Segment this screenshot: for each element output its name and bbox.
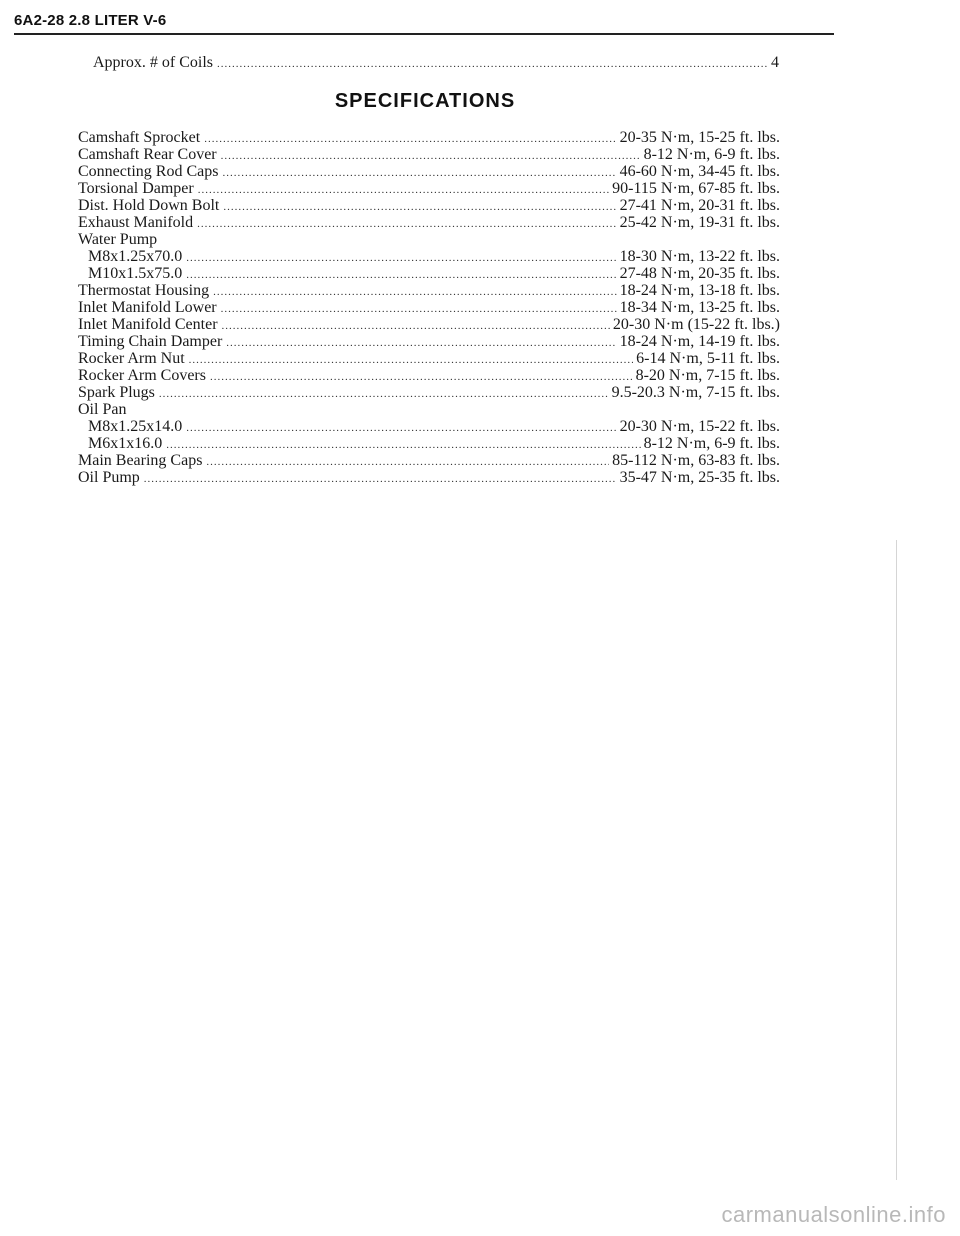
spec-row-water-pump-m10 [78, 265, 780, 282]
spec-value: 8-20 N·m, 7-15 ft. lbs. [635, 367, 780, 384]
spec-row-connecting-rod-caps [78, 163, 780, 180]
spec-label: Camshaft Rear Cover [78, 146, 217, 163]
spec-value: 85-112 N·m, 63-83 ft. lbs. [612, 452, 780, 469]
spec-label: M10x1.5x75.0 [88, 265, 183, 282]
specifications-list [78, 129, 780, 486]
spec-label: Oil Pump [78, 469, 140, 486]
spec-row-camshaft-rear-cover [78, 146, 780, 163]
spec-group-label: Water Pump [78, 231, 158, 248]
section-code: 6A2-28 2.8 LITER V-6 [14, 12, 167, 29]
spec-label: Rocker Arm Nut [78, 350, 185, 367]
spec-row-main-bearing-caps [78, 452, 780, 469]
spec-value: 8-12 N·m, 6-9 ft. lbs. [643, 435, 780, 452]
spec-label: Spark Plugs [78, 384, 155, 401]
coils-row [93, 54, 779, 73]
spec-row-spark-plugs [78, 384, 780, 401]
spec-row-exhaust-manifold [78, 214, 780, 231]
spec-label: Rocker Arm Covers [78, 367, 206, 384]
spec-label: M8x1.25x70.0 [88, 248, 183, 265]
spec-label: Camshaft Sprocket [78, 129, 201, 146]
spec-value: 8-12 N·m, 6-9 ft. lbs. [643, 146, 780, 163]
specifications-title: SPECIFICATIONS [334, 90, 516, 112]
coils-label: Approx. # of Coils [93, 54, 213, 71]
spec-label: Timing Chain Damper [78, 333, 223, 350]
spec-value: 6-14 N·m, 5-11 ft. lbs. [636, 350, 780, 367]
spec-label: Inlet Manifold Lower [78, 299, 217, 316]
spec-value: 46-60 N·m, 34-45 ft. lbs. [619, 163, 780, 180]
spec-row-water-pump-m8 [78, 248, 780, 265]
spec-group-water-pump [78, 231, 780, 248]
spec-label: Thermostat Housing [78, 282, 210, 299]
spec-row-inlet-manifold-center [78, 316, 780, 333]
spec-value: 18-24 N·m, 13-18 ft. lbs. [619, 282, 780, 299]
header-rule [14, 33, 834, 35]
spec-label: Torsional Damper [78, 180, 194, 197]
spec-row-thermostat-housing [78, 282, 780, 299]
dot-leader [217, 55, 768, 73]
spec-value: 27-48 N·m, 20-35 ft. lbs. [619, 265, 780, 282]
spec-value: 35-47 N·m, 25-35 ft. lbs. [619, 469, 780, 486]
spec-value: 20-30 N·m, 15-22 ft. lbs. [619, 418, 780, 435]
spec-row-inlet-manifold-lower [78, 299, 780, 316]
spec-row-oil-pan-m6 [78, 435, 780, 452]
spec-value: 25-42 N·m, 19-31 ft. lbs. [619, 214, 780, 231]
spec-label: Connecting Rod Caps [78, 163, 219, 180]
watermark-text: carmanualsonline.info [721, 1202, 946, 1227]
spec-row-oil-pan-m8 [78, 418, 780, 435]
spec-value: 18-24 N·m, 14-19 ft. lbs. [619, 333, 780, 350]
page-header [14, 12, 834, 36]
dot-leader [144, 471, 617, 488]
spec-value: 18-30 N·m, 13-22 ft. lbs. [619, 248, 780, 265]
spec-value: 18-34 N·m, 13-25 ft. lbs. [619, 299, 780, 316]
spec-row-rocker-arm-covers [78, 367, 780, 384]
spec-group-label: Oil Pan [78, 401, 127, 418]
spec-label: Dist. Hold Down Bolt [78, 197, 220, 214]
spec-label: Inlet Manifold Center [78, 316, 218, 333]
spec-row-camshaft-sprocket [78, 129, 780, 146]
spec-label: Main Bearing Caps [78, 452, 203, 469]
spec-row-dist-hold-down-bolt [78, 197, 780, 214]
spec-group-oil-pan [78, 401, 780, 418]
spec-row-oil-pump [78, 469, 780, 486]
spec-value: 9.5-20.3 N·m, 7-15 ft. lbs. [611, 384, 780, 401]
scan-artifact-line [896, 540, 897, 1180]
spec-value: 27-41 N·m, 20-31 ft. lbs. [619, 197, 780, 214]
spec-row-rocker-arm-nut [78, 350, 780, 367]
spec-label: Exhaust Manifold [78, 214, 194, 231]
spec-label: M8x1.25x14.0 [88, 418, 183, 435]
spec-value: 20-35 N·m, 15-25 ft. lbs. [619, 129, 780, 146]
spec-row-torsional-damper [78, 180, 780, 197]
spec-value: 90-115 N·m, 67-85 ft. lbs. [612, 180, 780, 197]
coils-value: 4 [771, 54, 779, 71]
spec-row-timing-chain-damper [78, 333, 780, 350]
spec-value: 20-30 N·m (15-22 ft. lbs.) [612, 316, 780, 333]
spec-label: M6x1x16.0 [88, 435, 163, 452]
